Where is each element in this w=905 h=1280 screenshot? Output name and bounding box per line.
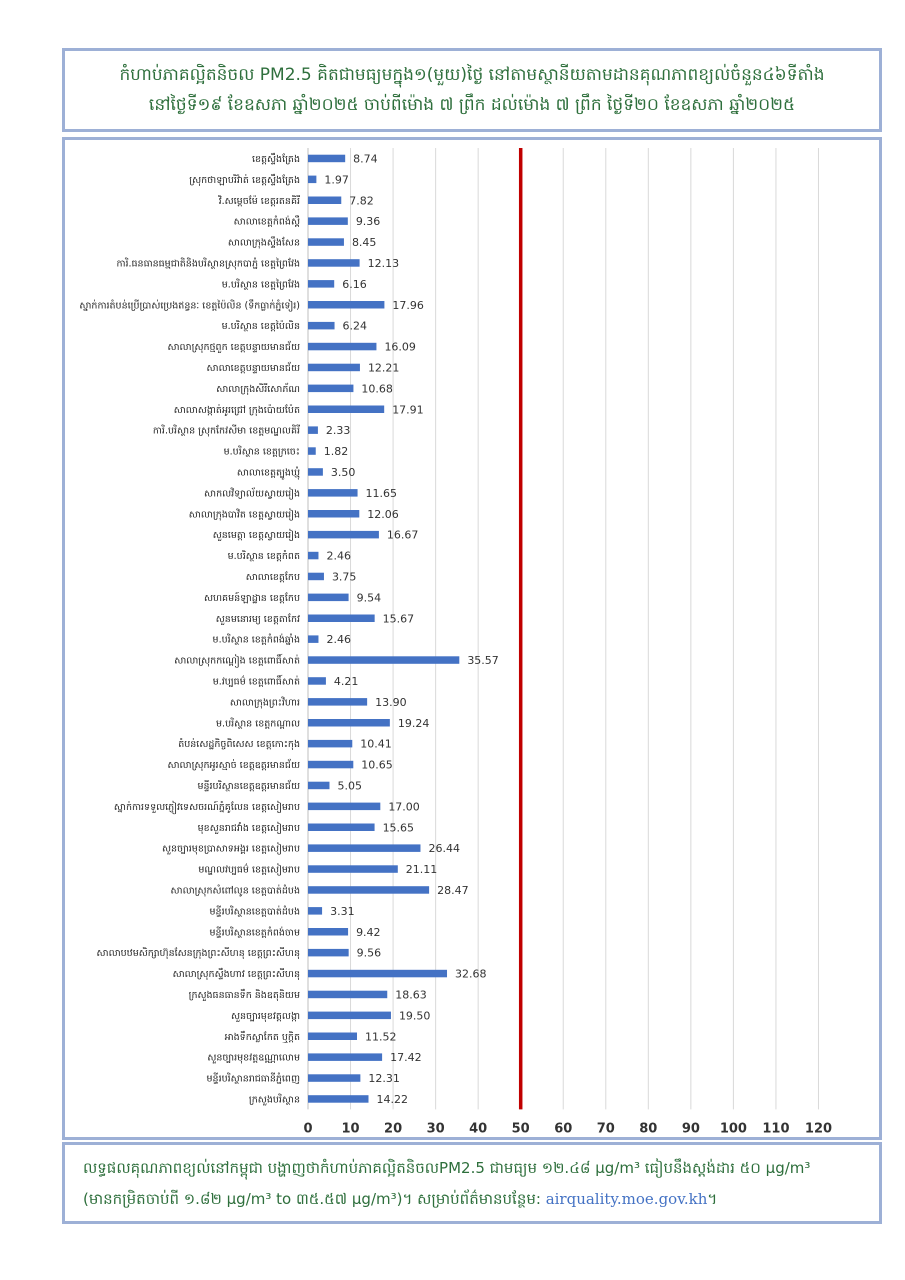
x-tick-label: 0 [303,1121,313,1137]
data-label: 4.21 [333,674,359,688]
category-label: សាលាខេត្តត្បូងឃ្មុំ [236,467,300,479]
data-label: 10.65 [361,758,393,772]
bar [308,949,349,957]
category-label: សហគមន៍ឡាដ្ឋាន ខេត្តកែប [203,592,300,604]
data-label: 12.31 [368,1072,400,1086]
data-label: 15.67 [382,612,415,626]
category-label: ស្រុកថាឡាបរិវ៉ាត់ ខេត្តស្ទឹងត្រែង [189,174,300,186]
bar [308,406,384,414]
data-label: 12.06 [367,507,399,521]
x-tick-label: 20 [384,1121,403,1137]
bar [308,928,348,936]
category-label: សួនច្បារមុខប្រាសាទអង្គរ ខេត្តសៀមរាប [161,843,300,855]
category-label: សាលាក្រុងសិរីសោភ័ណ [216,383,300,395]
category-label: សាលាខេត្តកំពង់ស្ពឺ [233,216,300,228]
bar [308,677,326,685]
summary-line-1: លទ្ធផលគុណភាពខ្យល់នៅកម្ពុជា បង្ហាញថាកំហាប់ភាគល្អិតនិចលPM2.5 ជាមធ្យម ១២.៤៨ µg/m³ ធៀបនឹងស្តង់ដារ ៥០ µg/m³ [83,1159,811,1177]
bar [308,782,329,790]
chart-title-line-2: នៅថ្ងៃទី១៩ ខែឧសភា ឆ្នាំ២០២៥ ចាប់ពីម៉ោង ៧ ព្រឹក ដល់ម៉ោង ៧ ព្រឹក ថ្ងៃទី២០ ខែឧសភា ឆ្នាំ២០២៥ [148,95,796,115]
data-label: 9.42 [356,925,381,939]
data-label: 10.68 [361,382,393,396]
data-label: 9.54 [356,591,382,605]
category-label: សាលាខេត្តបន្ទាយមានជ័យ [206,362,300,374]
data-label: 9.56 [356,946,382,960]
bar [308,991,387,999]
data-label: 2.46 [326,549,351,563]
category-label: សាលាស្រុកស្ទឹងហាវ ខេត្តព្រះសីហនុ [172,969,300,981]
data-label: 11.65 [365,486,398,500]
bar [308,1053,382,1061]
data-label: 3.50 [330,465,356,479]
category-label: ស្នាក់ការទទួលភ្ញៀវទេសចរណ៍ភ្នំគូលែន ខេត្តសៀមរាប [113,801,300,813]
data-label: 2.46 [326,633,351,647]
bar [308,886,429,894]
data-label: 3.75 [331,570,357,584]
category-label: ការិ.បរិស្ថាន ស្រុកកែវសីមា ខេត្តមណ្ឌលគិរី [152,425,300,437]
category-label: សាលាសង្កាត់អូរជ្រៅ ក្រុងប៉ោយប៉ែត [173,404,300,416]
chart-title-box [62,48,882,132]
category-label: សាលាក្រុងព្រះវិហារ [229,697,300,709]
chart-title-line-1: កំហាប់ភាគល្អិតនិចល PM2.5 គិតជាមធ្យមក្នុង១(មួយ)ថ្ងៃ នៅតាមស្ថានីយតាមដានគុណភាពខ្យល់ចំនួន៤៦ទីតាំង [119,65,825,85]
bar [308,301,384,309]
category-label: មន្ទីរបរិស្ថានខេត្តកំពង់ចាម [209,927,300,939]
bar [308,259,360,267]
pm25-bar-chart [65,140,879,1137]
summary-line-2-text: (មានកម្រិតចាប់ពី ១.៨២ µg/m³ to ៣៥.៥៧ µg/m³)។ សម្រាប់ព័ត៌មានបន្ថែម: [83,1190,546,1208]
data-label: 17.96 [392,298,424,312]
category-label: មន្ទីរបរិស្ថានខេត្តឧត្តរមានជ័យ [197,780,300,792]
category-label: សាលាស្រុកថ្មពួក ខេត្តបន្ទាយមានជ័យ [167,342,300,354]
bar [308,343,376,351]
bar [308,615,375,623]
bar [308,176,316,184]
category-label: សួនច្បារមុខវត្តលង្កា [230,1010,300,1022]
x-tick-label: 70 [596,1121,615,1137]
data-label: 21.11 [405,863,438,877]
data-label: 7.82 [349,194,374,208]
bar [308,907,322,915]
data-label: 10.41 [360,737,392,751]
x-tick-label: 80 [639,1121,658,1137]
data-label: 17.00 [388,800,420,814]
bar [308,803,380,811]
category-label: ក្រសួងធនធានទឹក និងឧតុនិយម [188,989,300,1001]
bar [308,635,318,643]
bar [308,217,348,225]
category-label: ម.បរិស្ថាន ខេត្តកំពត [227,551,300,563]
website-link[interactable]: airquality.moe.gov.kh [545,1190,708,1208]
summary-box [62,1142,882,1224]
data-label: 14.22 [376,1092,408,1106]
category-label: សាលាខេត្តកែប [245,571,300,583]
data-label: 8.45 [351,236,377,250]
data-label: 19.50 [398,1009,431,1023]
data-label: 11.52 [365,1030,397,1044]
bar [308,447,316,455]
category-label: ក្រសួងបរិស្ថាន [248,1094,300,1106]
data-label: 6.24 [342,319,368,333]
bar [308,322,335,330]
bar [308,719,390,727]
category-label: អាងទឹកស្លាកែត ឬក្តិត [224,1031,300,1043]
bar [308,761,353,769]
x-tick-label: 90 [681,1121,700,1137]
category-label: ម.វប្បធម៌ ខេត្តពោធិ៍សាត់ [212,676,300,688]
bar [308,155,345,163]
category-label: ម.បរិស្ថាន ខេត្តកណ្តាល [216,718,300,730]
data-label: 13.90 [375,695,407,709]
category-label: សាលាក្រុងស្ទឹងសែន [227,237,300,249]
category-label: ម.បរិស្ថាន ខេត្តក្រចេះ [223,446,300,458]
data-label: 5.05 [337,779,362,793]
bar [308,1095,368,1103]
data-label: 12.21 [367,361,400,375]
data-label: 17.91 [392,403,424,417]
chart-panel [62,137,882,1140]
bar [308,385,353,393]
data-label: 32.68 [455,967,487,981]
data-label: 6.16 [342,277,367,291]
bar [308,865,398,873]
category-label: សាលាស្រុកសំពៅលូន ខេត្តបាត់ដំបង [170,885,300,897]
data-label: 26.44 [428,842,460,856]
bar [308,824,375,832]
data-label: 19.24 [397,716,430,730]
data-label: 15.65 [382,821,415,835]
data-label: 35.57 [467,654,499,668]
category-label: សាលាស្រុកអូរស្មាច់ ខេត្តឧត្តរមានជ័យ [167,760,300,772]
data-label: 2.33 [325,424,351,438]
summary-line-2-end: ។ [707,1190,718,1208]
x-tick-label: 60 [554,1121,573,1137]
category-label: ម.បរិស្ថាន ខេត្តព្រៃវែង [221,279,300,291]
data-label: 9.36 [355,215,381,229]
bar [308,573,324,581]
category-label: សួនមនោរម្យ ខេត្តតាកែវ [215,613,300,625]
bar [308,1012,391,1020]
bar [308,489,358,497]
category-label: សាលាស្រុកកណ្តៀង ខេត្តពោធិ៍សាត់ [174,655,300,667]
bar [308,426,318,434]
x-tick-label: 120 [804,1121,833,1137]
bar [308,740,352,748]
bar [308,656,459,664]
category-label: វិ.សម្តេចម៉ែ ខេត្តរតនគិរី [218,195,300,207]
category-label: ម.បរិស្ថាន ខេត្តកំពង់ឆ្នាំង [212,634,300,646]
data-label: 12.13 [367,256,400,270]
category-label: មណ្ឌលវប្បធម៌ ខេត្តសៀមរាប [198,864,300,876]
data-label: 3.31 [330,904,355,918]
bar [308,468,323,476]
x-tick-label: 30 [426,1121,445,1137]
summary-line-2 [83,1184,861,1215]
bar [308,197,341,205]
x-tick-label: 50 [511,1121,530,1137]
data-label: 16.09 [384,340,416,354]
category-label: ខេត្តស្ទឹងត្រែង [251,153,300,165]
category-label: សួនមេត្តា ខេត្តស្វាយរៀង [212,530,300,542]
category-label: ម.បរិស្ថាន ខេត្តប៉ៃលិន [221,321,300,333]
bar [308,552,318,560]
category-label: ស្នាក់ការតំបន់ប្រើប្រាស់ប្រេងឥន្ធនៈ ខេត្តប៉ៃលិន (ទឹកធ្លាក់ភ្នំទៀរ) [79,300,300,312]
category-label: សាលាក្រុងបាវិត ខេត្តស្វាយរៀង [188,509,300,521]
data-label: 1.82 [323,445,349,459]
bar [308,1033,357,1041]
data-label: 28.47 [437,883,469,897]
bar [308,970,447,978]
data-label: 16.67 [386,528,419,542]
bar [308,844,420,852]
x-tick-label: 10 [341,1121,360,1137]
bar [308,594,349,602]
data-label: 8.74 [353,152,378,166]
category-label: មន្ទីរបរិស្ថានរាជធានីភ្នំពេញ [206,1073,300,1085]
bar [308,698,367,706]
category-label: សាកលវិទ្យាល័យស្វាយរៀង [204,488,300,500]
bar [308,1074,360,1082]
data-label: 18.63 [395,988,427,1002]
x-tick-label: 40 [469,1121,488,1137]
x-tick-label: 100 [719,1121,747,1137]
category-label: សួនច្បារមុខវត្តឧណ្ណាលោម [207,1052,300,1064]
category-label: សាលាបឋមសិក្សាហ៊ុនសែនក្រុងព្រះសីហនុ ខេត្តព្រះសីហនុ [96,948,300,960]
bar [308,510,359,518]
category-label: ការិ.ធនធានធម្មជាតិនិងបរិស្ថានស្រុកបាភ្នំ ខេត្តព្រៃវែង [116,258,300,270]
bar [308,364,360,372]
category-label: មន្ទីរបរិស្ថានខេត្តបាត់ដំបង [209,906,300,918]
category-label: តំបន់សេដ្ឋកិច្ចពិសេស ខេត្តកោះកុង [178,739,300,751]
data-label: 1.97 [324,173,349,187]
bar [308,531,379,539]
data-label: 17.42 [390,1051,422,1065]
x-tick-label: 110 [762,1121,790,1137]
category-label: មុខសួនរាជវាំង ខេត្តសៀមរាប [197,822,300,834]
bar [308,238,344,246]
bar [308,280,334,288]
